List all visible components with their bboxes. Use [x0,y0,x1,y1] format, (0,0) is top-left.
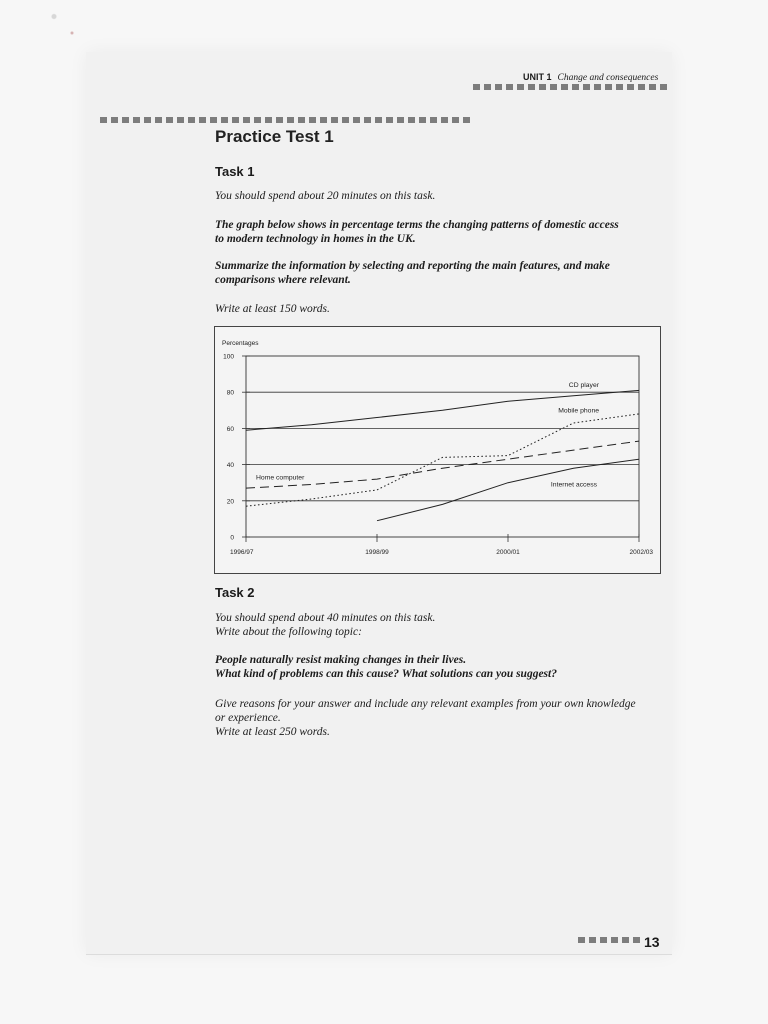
unit-label: UNIT 1 [523,72,552,82]
unit-title: Change and consequences [557,73,659,83]
task2-time: You should spend about 40 minutes on this task. [215,612,436,624]
task1-instruction-line-2: comparisons where relevant. [215,274,351,286]
task2-reasons-line-2: or experience. [215,712,281,724]
task1-prompt-line-1: The graph below shows in percentage terms the changing patterns of domestic access [215,219,619,231]
page-number: 13 [644,934,660,950]
task1-length: Write at least 150 words. [215,303,330,315]
series-label: Mobile phone [558,407,599,415]
task2-heading: Task 2 [215,585,255,600]
task1-heading: Task 1 [215,164,255,179]
series-label: Home computer [256,474,305,482]
series-line [377,459,639,521]
page-edge [86,954,672,955]
task2-topic-intro: Write about the following topic: [215,626,362,638]
task1-instruction-line-1: Summarize the information by selecting and reporting the main features, and make [215,260,610,272]
task2-prompt-line-1: People naturally resist making changes in their lives. [215,654,467,666]
task2-reasons-line-1: Give reasons for your answer and include any relevant examples from your own knowledge [215,698,636,710]
task1-time: You should spend about 20 minutes on this task. [215,190,436,202]
header-dash-bar [473,84,667,90]
series-line [246,414,639,506]
y-tick-label: 100 [223,353,234,361]
title-dash-bar [100,117,472,123]
y-tick-label: 80 [226,389,234,397]
y-tick-label: 20 [226,498,234,506]
task2-length: Write at least 250 words. [215,726,330,738]
task2-prompt-line-2: What kind of problems can this cause? What solutions can you suggest? [215,668,557,680]
y-axis-label: Percentages [222,340,259,347]
y-tick-label: 40 [226,462,234,470]
series-label: Internet access [550,481,597,489]
footer-dash-bar [578,937,640,943]
x-tick-label: 1998/99 [365,549,389,556]
x-tick-label: 2002/03 [629,549,653,556]
task1-prompt-line-2: to modern technology in homes in the UK. [215,233,416,245]
x-tick-label: 2000/01 [496,549,520,556]
y-tick-label: 60 [226,425,234,433]
series-label: CD player [568,381,599,389]
page-title: Practice Test 1 [215,127,334,146]
x-tick-label: 1996/97 [230,549,254,556]
running-header [523,72,658,83]
line-chart [214,326,661,574]
y-tick-label: 0 [230,534,234,542]
paper-mark [30,0,90,55]
